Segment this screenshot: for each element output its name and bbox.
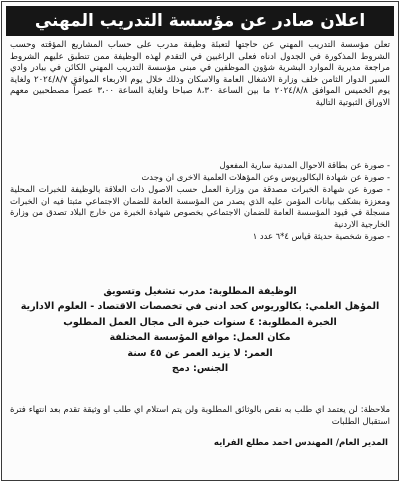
age-line: العمر: لا يزيد العمر عن ٤٥ سنة [127, 347, 273, 359]
intro-text: تعلن مؤسسة التدريب المهني عن حاجتها لتعبئة وظيفة مدرب على حساب المشاريع المؤقته وحسب الشروط المذكورة في الجدول ادناه فعلى الراغبين في التقدم لهذه الوظيفة ممن تنطبق عليهم الشروط مراجعة مديرية الموارد البشرية شؤون الموظفين في مبنى مؤسسة التدريب المهني الكائن في بيادر وادي السير الدوار الثامن خلف وزارة الاشغال العامة والاسكان وذلك خلال يوم الاربعاء الموافق ٢٠٢٤/٨/٧ ولغاية يوم الخميس الموافق ٢٠٢٤/٨/٨ ما بين الساعة ٨،٣٠ صباحا ولغاية الساعة ٣،٠٠ عصراً مصطحبين معهم الاوراق الثبوتية التالية [10, 40, 391, 108]
qualification-line: المؤهل العلمي: بكالوريوس كحد ادنى في تخصصات الاقتصاد - العلوم الادارية [20, 301, 380, 313]
note-paragraph: ملاحظة: لن يعتمد اي طلب به نقص بالوثائق المطلوبة ولن يتم استلام اي طلب او وثيقة تقدم بعد انتهاء فترة استقبال الطلبات [10, 405, 390, 427]
signature-line: المدير العام/ المهندس احمد مطلع الفرايه [213, 438, 388, 448]
job-title-line: الوظيفة المطلوبة: مدرب تشغيل وتسويق [103, 286, 297, 297]
announcement-title: اعلان صادر عن مؤسسة التدريب المهني [6, 6, 394, 36]
document-item: - صورة عن شهادة الخبرات مصدقة من وزارة العمل حسب الاصول ذات العلاقة بالوظيفة للخبرات المحلية ومعززة بشكف بيانات المؤمن عليه الذي يصدر من المؤسسة العامة للضمان الاجتماعي مثبتا فيه ان الخبرات مسجلة في قيود المؤسسة العامة للضمان الاجتماعي بخصوص شهادة الخبرة من خارج البلاد تصدق من وزارة الخارجية الاردنية [10, 184, 390, 229]
document-item: - صورة شخصية حديثة قياس ٤*٦ عدد ١ [252, 230, 390, 241]
job-requirements [10, 284, 390, 376]
job-announcement [1, 1, 399, 481]
required-documents-list [10, 160, 390, 243]
document-item: - صورة عن بطاقة الاحوال المدنية سارية المفعول [219, 160, 390, 170]
experience-line: الخبرة المطلوبة: ٤ سنوات خبرة الى مجال العمل المطلوب [63, 316, 337, 328]
intro-paragraph [10, 40, 390, 110]
gender-line: الجنس: دمج [171, 363, 229, 375]
work-location-line: مكان العمل: مواقع المؤسسة المختلفة [109, 332, 291, 344]
document-item: - صورة عن شهادة البكالوريوس وعن المؤهلات العلمية الاخرى ان وجدت [141, 172, 390, 182]
